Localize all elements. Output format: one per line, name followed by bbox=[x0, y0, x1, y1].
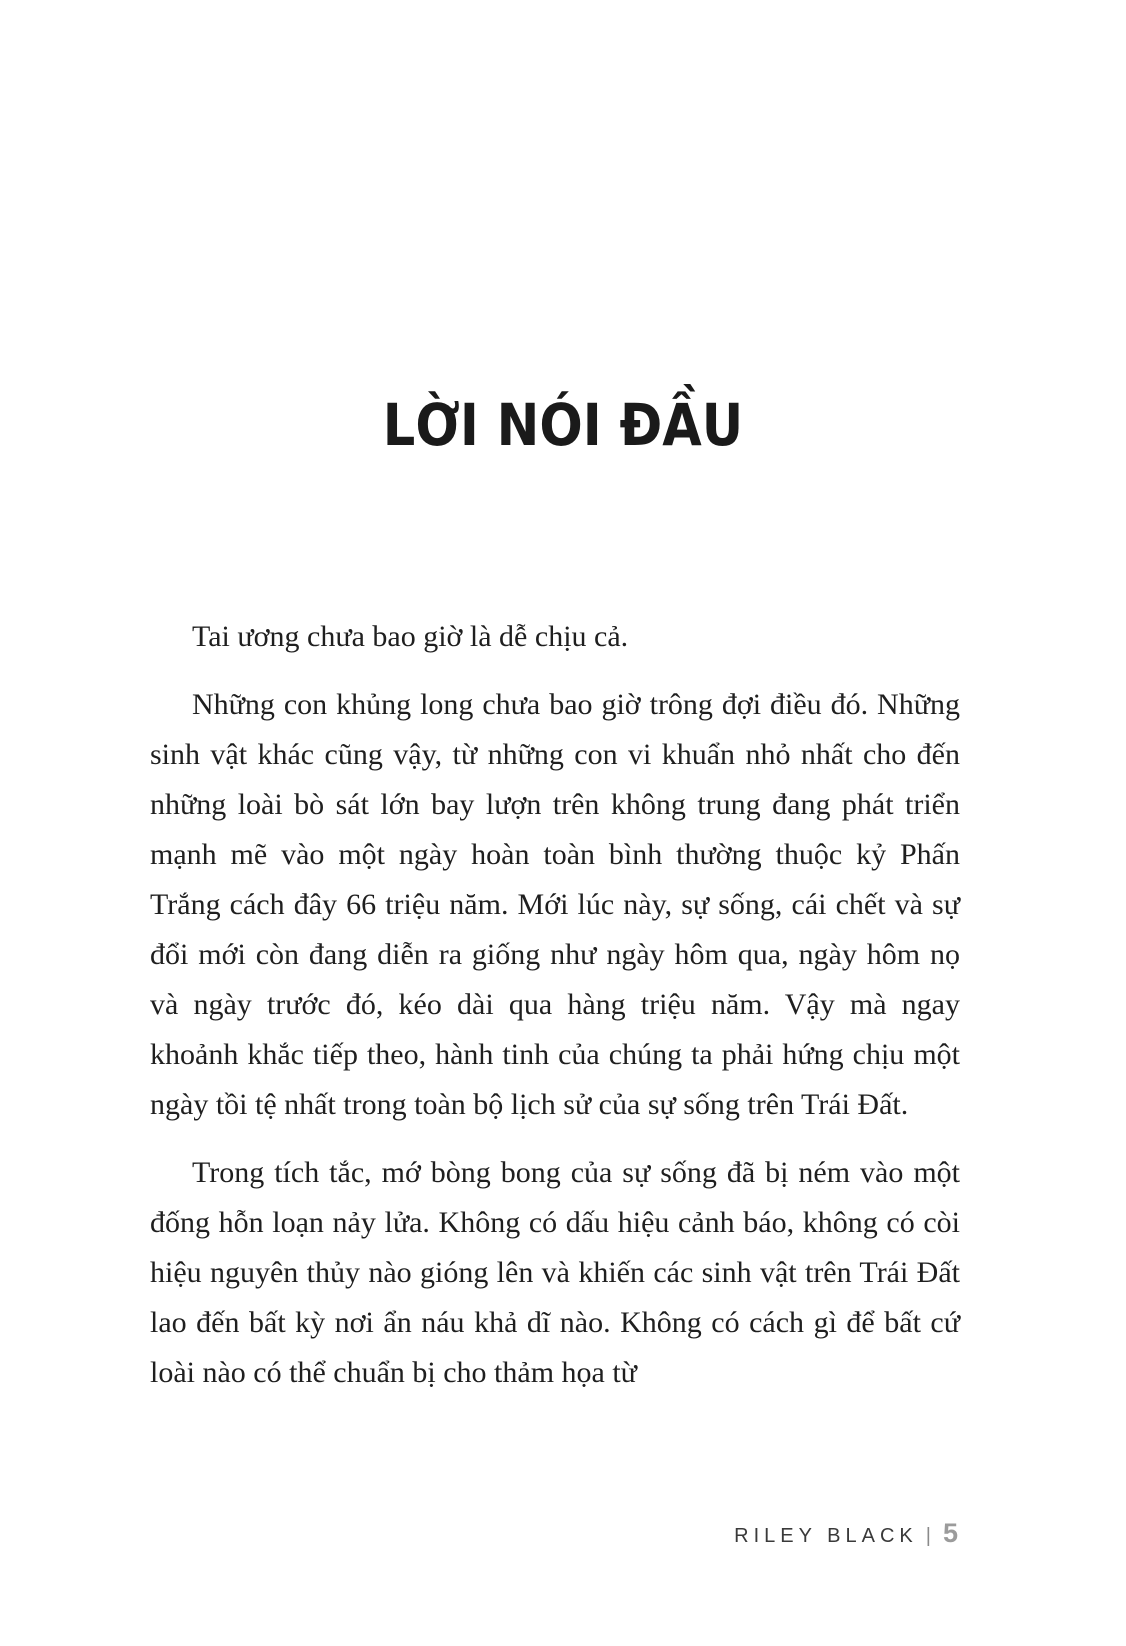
paragraph: Trong tích tắc, mớ bòng bong của sự sống đã bị ném vào một đống hỗn loạn nảy lửa. Không có dấu hiệu cảnh báo, không có còi hiệu nguyên thủy nào gióng lên và khiến các sinh vật trên Trái Đất lao đến bất kỳ nơi ẩn náu khả dĩ nào. Không có cách gì để bất cứ loài nào có thể chuẩn bị cho thảm họa từ bbox=[150, 1156, 960, 1389]
footer-separator: | bbox=[925, 1525, 931, 1547]
page-footer bbox=[734, 1518, 958, 1549]
paragraph: Những con khủng long chưa bao giờ trông đợi điều đó. Những sinh vật khác cũng vậy, từ những con vi khuẩn nhỏ nhất cho đến những loài bò sát lớn bay lượn trên không trung đang phát triển mạnh mẽ vào một ngày hoàn toàn bình thường thuộc kỷ Phấn Trắng cách đây 66 triệu năm. Mới lúc này, sự sống, cái chết và sự đổi mới còn đang diễn ra giống như ngày hôm qua, ngày hôm nọ và ngày trước đó, kéo dài qua hàng triệu năm. Vậy mà ngay khoảnh khắc tiếp theo, hành tinh của chúng ta phải hứng chịu một ngày tồi tệ nhất trong toàn bộ lịch sử của sự sống trên Trái Đất. bbox=[150, 688, 960, 1121]
chapter-title: LỜI NÓI ĐẦU bbox=[382, 390, 744, 459]
page-number: 5 bbox=[942, 1518, 958, 1548]
body-text bbox=[150, 612, 960, 1416]
running-footer-author: RILEY BLACK bbox=[734, 1525, 918, 1547]
paragraph: Tai ương chưa bao giờ là dễ chịu cả. bbox=[192, 620, 629, 653]
